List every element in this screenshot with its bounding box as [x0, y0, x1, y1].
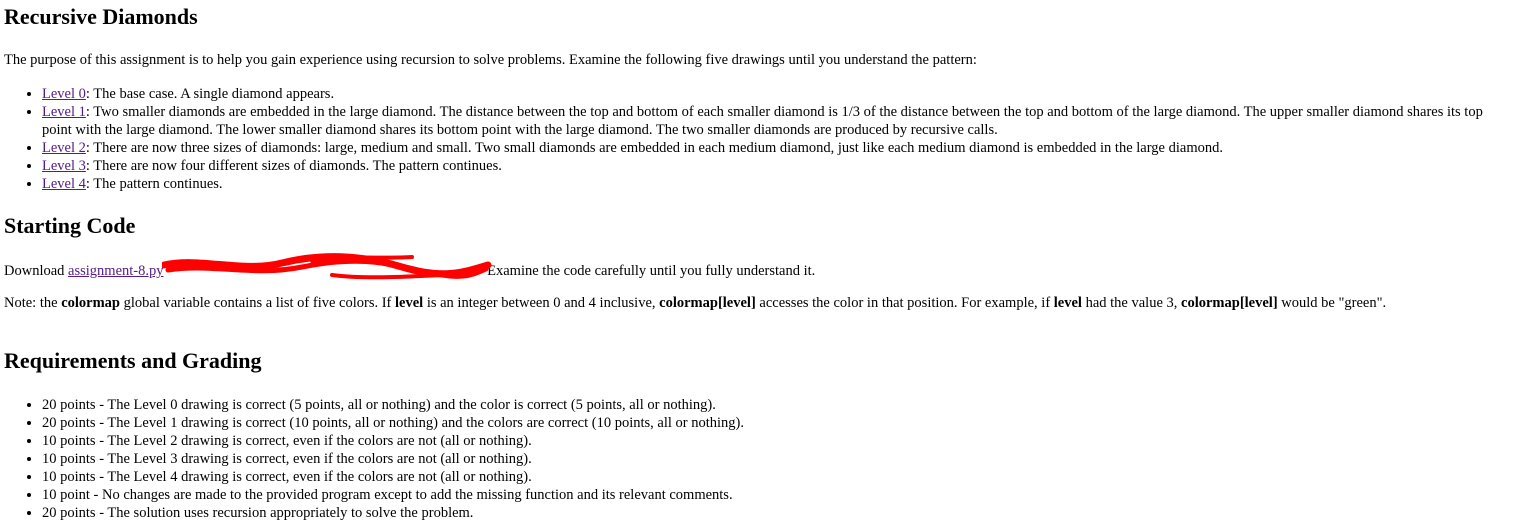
intro-paragraph: The purpose of this assignment is to help you gain experience using recursion to solve problems. Examine the following five drawings until you understand the pattern:: [4, 52, 977, 68]
list-item: [42, 85, 1489, 103]
list-item: [42, 175, 1489, 193]
list-item: • 10 points - The Level 4 drawing is correct, even if the colors are not (all or nothing).: [42, 468, 1489, 486]
note-bold: level: [1053, 295, 1082, 311]
download-prefix: Download: [4, 263, 69, 279]
level-description: : The pattern continues.: [85, 176, 223, 192]
list-item: • 10 points - The Level 3 drawing is correct, even if the colors are not (all or nothing).: [42, 450, 1489, 468]
level-description: : There are now three sizes of diamonds: large, medium and small. Two small diamonds are embedded in each medium diamond, just like each medium diamond is embedded in the large diamond.: [85, 140, 1223, 156]
redaction-scribble: [164, 261, 484, 280]
note-bold: colormap: [61, 295, 120, 311]
starting-code-heading: Starting Code: [4, 213, 136, 238]
list-item: • 20 points - The Level 1 drawing is correct (10 points, all or nothing) and the colors are correct (10 points, all or nothing).: [42, 414, 1489, 432]
requirements-list: [4, 396, 1489, 522]
note-text: Note: the: [4, 295, 62, 311]
level-description: : Two smaller diamonds are embedded in the large diamond. The distance between the top and bottom of each smaller diamond is 1/3 of the distance between the top and bottom of the large diamond. The upper smaller diamond shares its top point with the large diamond. The lower smaller diamond shares its bottom point with the large diamond. The two smaller diamonds are produced by recursive calls.: [42, 104, 1483, 138]
list-item: [42, 139, 1489, 157]
note-bold: colormap[level]: [1181, 295, 1278, 311]
download-paragraph: [4, 261, 1489, 280]
note-text: is an integer between 0 and 4 inclusive,: [423, 295, 660, 311]
note-text: accesses the color in that position. For example, if: [755, 295, 1054, 311]
note-text: would be "green".: [1277, 295, 1387, 311]
level-0-link[interactable]: Level 0: [42, 86, 86, 102]
level-description: : The base case. A single diamond appears.: [85, 86, 335, 102]
list-item: [42, 157, 1489, 175]
list-item: • 20 points - The solution uses recursion appropriately to solve the problem.: [42, 504, 1489, 522]
note-text: global variable contains a list of five colors. If: [119, 295, 395, 311]
colormap-note: [4, 294, 1489, 312]
list-item: [42, 103, 1489, 139]
requirements-heading: Requirements and Grading: [4, 348, 262, 373]
download-suffix: Examine the code carefully until you fully understand it.: [483, 263, 816, 279]
list-item: • 10 point - No changes are made to the provided program except to add the missing function and its relevant comments.: [42, 486, 1489, 504]
levels-list: [4, 85, 1489, 193]
level-2-link[interactable]: Level 2: [42, 140, 86, 156]
list-item: • 20 points - The Level 0 drawing is correct (5 points, all or nothing) and the color is correct (5 points, all or nothing).: [42, 396, 1489, 414]
level-description: : There are now four different sizes of diamonds. The pattern continues.: [85, 158, 502, 174]
list-item: • 10 points - The Level 2 drawing is correct, even if the colors are not (all or nothing).: [42, 432, 1489, 450]
note-bold: colormap[level]: [659, 295, 756, 311]
note-text: had the value 3,: [1081, 295, 1182, 311]
page-title: Recursive Diamonds: [4, 4, 198, 29]
level-4-link[interactable]: Level 4: [42, 176, 86, 192]
note-bold: level: [395, 295, 424, 311]
level-1-link[interactable]: Level 1: [42, 104, 86, 120]
level-3-link[interactable]: Level 3: [42, 158, 86, 174]
download-link[interactable]: assignment-8.py: [68, 263, 164, 279]
